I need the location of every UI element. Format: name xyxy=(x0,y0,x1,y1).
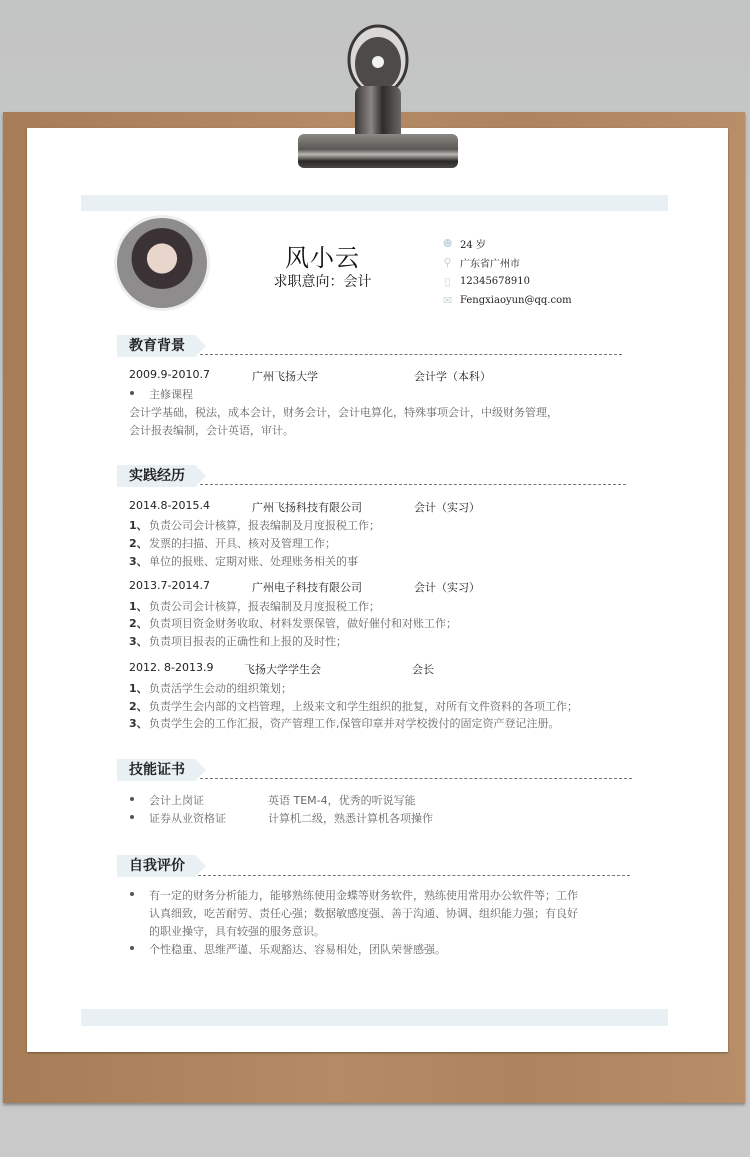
skill-desc: 计算机二级，熟悉计算机各项操作 xyxy=(268,812,433,825)
section-skills xyxy=(117,759,195,781)
job-item: 负责项目资金财务收取、材料发票保管，做好催付和对账工作； xyxy=(149,617,457,630)
skill-desc: 英语 TEM-4，优秀的听说写能 xyxy=(268,794,416,807)
section-divider xyxy=(200,484,626,485)
job-item: 负责学生会内部的文档管理，上级来文和学生组织的批复，对所有文件资料的各项工作； xyxy=(149,700,578,713)
bullet-icon xyxy=(130,946,134,950)
binder-clip-icon xyxy=(284,24,462,172)
location-pin-icon: ⚲ xyxy=(443,256,452,269)
job-item: 负责活学生会动的组织策划； xyxy=(149,682,292,695)
edu-major: 会计学（本科） xyxy=(414,370,491,383)
job-intent: 求职意向：会计 xyxy=(273,274,372,290)
self-eval-line: 个性稳重、思维严谨、乐观豁达、容易相处，团队荣誉感强。 xyxy=(149,943,446,956)
job-item: 单位的报账、定期对账、处理账务相关的事 xyxy=(149,555,358,568)
phone-icon: ▯ xyxy=(444,275,451,288)
section-title: 实践经历 xyxy=(117,465,195,487)
job-role: 会计（实习） xyxy=(414,501,480,514)
item-number: 2、 xyxy=(129,700,148,713)
courses-line: 会计报表编制，会计英语，审计。 xyxy=(129,424,294,437)
job-period: 2013.7-2014.7 xyxy=(129,579,210,592)
item-number: 3、 xyxy=(129,635,148,648)
email-text: Fengxiaoyun@qq.com xyxy=(460,295,572,306)
item-number: 2、 xyxy=(129,617,148,630)
section-divider xyxy=(200,354,622,355)
courses-line: 会计学基础，税法，成本会计，财务会计，会计电算化，特殊事项会计，中级财务管理， xyxy=(129,406,558,419)
item-number: 1、 xyxy=(129,519,148,532)
section-education xyxy=(117,335,195,357)
section-title: 教育背景 xyxy=(117,335,195,357)
person-icon: ☻ xyxy=(442,237,453,250)
section-title: 技能证书 xyxy=(117,759,195,781)
section-self-eval xyxy=(117,855,195,877)
contact-age xyxy=(442,234,572,253)
bottom-accent-bar xyxy=(81,1009,668,1026)
skill-cert: 会计上岗证 xyxy=(149,794,204,807)
skill-cert: 证券从业资格证 xyxy=(149,812,226,825)
job-org: 广州飞扬科技有限公司 xyxy=(252,501,362,514)
mail-icon: ✉ xyxy=(442,294,453,307)
contact-info xyxy=(442,234,572,310)
bullet-icon xyxy=(130,815,134,819)
job-item: 负责公司会计核算，报表编制及月度报税工作； xyxy=(149,519,380,532)
job-item: 发票的扫描、开具、核对及管理工作； xyxy=(149,537,336,550)
job-item: 负责学生会的工作汇报，资产管理工作,保管印章并对学校拨付的固定资产登记注册。 xyxy=(149,717,560,730)
job-item: 负责项目报表的正确性和上报的及时性； xyxy=(149,635,347,648)
item-number: 3、 xyxy=(129,717,148,730)
bullet-icon xyxy=(130,797,134,801)
bullet-icon xyxy=(130,892,134,896)
section-experience xyxy=(117,465,195,487)
job-period: 2012. 8-2013.9 xyxy=(129,661,214,674)
item-number: 3、 xyxy=(129,555,148,568)
phone-text: 12345678910 xyxy=(460,276,530,287)
job-org: 飞扬大学学生会 xyxy=(244,663,321,676)
self-eval-line: 有一定的财务分析能力，能够熟练使用金蝶等财务软件，熟练使用常用办公软件等；工作 xyxy=(149,889,578,902)
job-item: 负责公司会计核算，报表编制及月度报税工作； xyxy=(149,600,380,613)
bullet-icon xyxy=(130,391,134,395)
edu-period: 2009.9-2010.7 xyxy=(129,368,210,381)
candidate-name: 风小云 xyxy=(285,244,360,272)
item-number: 2、 xyxy=(129,537,148,550)
section-title: 自我评价 xyxy=(117,855,195,877)
job-period: 2014.8-2015.4 xyxy=(129,499,210,512)
location-text: 广东省广州市 xyxy=(460,259,520,270)
contact-email xyxy=(442,291,572,310)
job-role: 会长 xyxy=(412,663,434,676)
self-eval-line: 认真细致，吃苦耐劳、责任心强；数据敏感度强、善于沟通、协调、组织能力强；有良好 xyxy=(149,907,578,920)
job-role: 会计（实习） xyxy=(414,581,480,594)
item-number: 1、 xyxy=(129,600,148,613)
self-eval-line: 的职业操守，具有较强的服务意识。 xyxy=(149,925,325,938)
edu-school: 广州飞扬大学 xyxy=(252,370,318,383)
item-number: 1、 xyxy=(129,682,148,695)
age-text: 24 岁 xyxy=(460,240,486,251)
courses-label: 主修课程 xyxy=(149,388,193,401)
top-accent-bar xyxy=(81,195,668,211)
contact-location xyxy=(442,253,572,272)
avatar xyxy=(114,215,210,311)
section-divider xyxy=(200,778,632,779)
contact-phone xyxy=(442,272,572,291)
section-divider xyxy=(198,875,630,876)
job-org: 广州电子科技有限公司 xyxy=(252,581,362,594)
